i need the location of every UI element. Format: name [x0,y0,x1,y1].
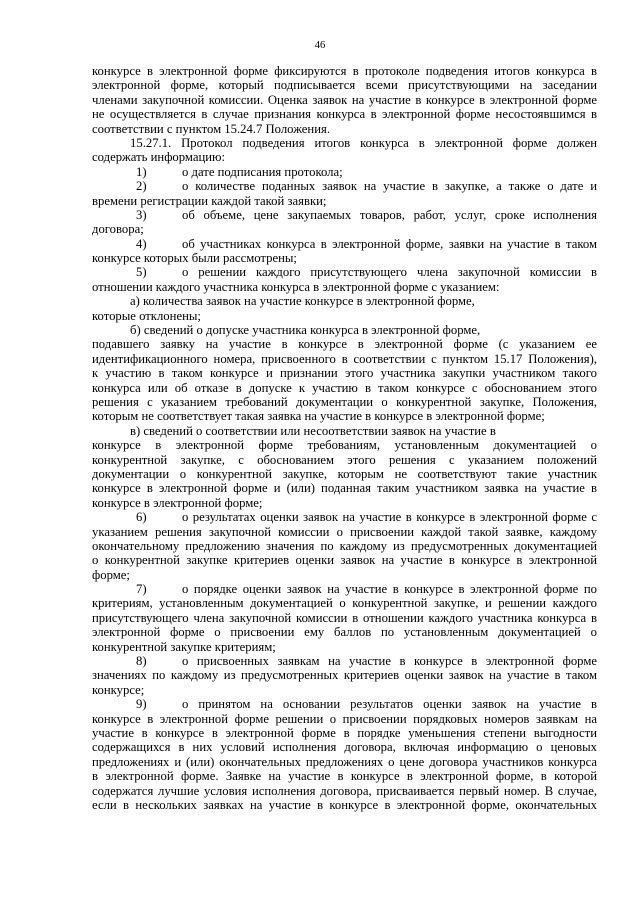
line-text: если в нескольких заявках на участие в конкурсе в электронной форме, окончательных [92,797,597,812]
line-text: в) сведений о соответствии или несоответствии заявок на участие в [130,423,496,438]
line-text: членами закупочной комиссии. Оценка заявок на участие в конкурсе в электронной форме [92,92,597,107]
list-item-number: 9) [136,697,147,712]
list-item-text: об участниках конкурса в электронной форме, заявки на участие в таком [182,236,597,251]
text-line [92,438,597,452]
line-text: содержащихся в них условий исполнения договора, включая информацию о ценовых [92,740,597,755]
line-text: конкурентной закупке, с обоснованием этого решения с указанием положений [92,452,597,467]
list-item-text: о решении каждого присутствующего члена закупочной комиссии в [182,265,597,280]
line-text: а) количества заявок на участие конкурсе в электронной форме, [130,294,475,309]
line-text: 15.27.1. Протокол подведения итогов конкурса в электронной форме должен [130,135,597,150]
line-text: указанием решения закупочной комиссии о присвоении каждой такой заявке, каждому [92,524,597,539]
line-text: конкурсе; [92,682,145,697]
line-text: которые отклонены; [92,308,201,323]
text-line [92,726,597,740]
text-line [92,136,597,150]
line-text: которым не соответствует такая заявка на участие в конкурсе в электронной форме; [92,409,545,424]
text-line [92,539,597,553]
line-text: договора; [92,222,144,237]
text-line [92,553,597,567]
text-line [92,769,597,783]
line-text: участие в конкурсе в электронной форме в порядке уменьшения степени выгодности [92,725,597,740]
line-text: критериям, установленным документацией о конкурентной закупке, и решении каждого [92,596,597,611]
text-line [92,784,597,798]
text-line [92,525,597,539]
line-text: присутствующего члена закупочной комиссии в отношении каждого участника конкурса в [92,610,597,625]
text-line [92,78,597,92]
line-text: о конкурентной закупке критериев оценки заявок на участие в конкурсе в электронной [92,553,597,568]
line-text: электронной форме, который подписывается всеми присутствующими на заседании [92,78,597,93]
list-item-text: о результатах оценки заявок на участие в конкурсе в электронной форме с [182,510,597,525]
line-text: форме; [92,567,130,582]
line-text: конкурсе в электронной форме и (или) поданная таким участником заявка на участие в [92,481,597,496]
text-line [92,582,597,596]
list-item-number: 8) [136,654,147,669]
text-line [92,496,597,510]
list-item-number: 2) [136,179,147,194]
text-line [92,740,597,754]
line-text: конкурентной закупке критериям; [92,639,276,654]
line-text: конкурса или об отказе в допуске к участию в таком конкурсе с обоснованием этого [92,380,597,395]
line-text: времени регистрации каждой такой заявки; [92,193,327,208]
line-text: идентификационного номера, присвоенного в соответствии с пунктом 15.17 Положения), [92,351,597,366]
list-item-text: о порядке оценки заявок на участие в конкурсе в электронной форме по [182,582,597,597]
text-line [92,611,597,625]
list-item-text: о дате подписания протокола; [182,164,343,179]
text-line [92,294,597,308]
line-text: содержать информацию: [92,150,226,165]
line-text: б) сведений о допуске участника конкурса в электронной форме, [130,323,481,338]
line-text: к участию в таком конкурсе и признании этого участника закупки участником такого [92,366,597,381]
text-line [92,424,597,438]
text-line [92,481,597,495]
text-line [92,337,597,351]
line-text: отношении каждого участника конкурса в электронной форме с указанием: [92,279,500,294]
line-text: решения с указанием требований документации о конкурентной закупке, Положения, [92,394,597,409]
page-number: 46 [314,40,326,51]
text-line [92,755,597,769]
text-line [92,668,597,682]
text-line [92,409,597,423]
text-line [92,381,597,395]
line-text: электронной форме о присвоении ему баллов по установленным документацией о [92,625,597,640]
text-line [92,467,597,481]
text-line [92,150,597,164]
text-line [92,222,597,236]
list-item-number: 1) [136,164,147,179]
list-item-text: об объеме, цене закупаемых товаров, работ, услуг, сроке исполнения [182,207,597,222]
text-line [92,395,597,409]
text-line [92,165,597,179]
text-line [92,596,597,610]
line-text: подавшего заявку на участие в конкурсе в электронной форме (с указанием ее [92,337,597,352]
line-text: конкурсе в электронной форме; [92,495,263,510]
text-line [92,280,597,294]
text-line [92,712,597,726]
text-line [92,194,597,208]
text-line [92,510,597,524]
line-text: предложениях и (или) окончательных предложениях о цене договора участников конкурса [92,754,597,769]
text-line [92,93,597,107]
line-text: соответствии с пунктом 15.24.7 Положения. [92,121,331,136]
line-text: окончательному предложению значения по каждому из предусмотренных документацией [92,538,597,553]
text-line [92,640,597,654]
text-line [92,625,597,639]
line-text: содержатся лучшие условия исполнения договора, присваивается первый номер. В случае, [92,783,597,798]
text-line [92,64,597,78]
list-item-number: 7) [136,582,147,597]
line-text: конкурсе в электронной форме требованиям, установленным документацией о [92,438,597,453]
text-line [92,107,597,121]
text-line [92,654,597,668]
list-item-text: о присвоенных заявкам на участие в конкурсе в электронной форме [182,654,597,669]
text-line [92,323,597,337]
list-item-number: 5) [136,265,147,280]
text-line [92,697,597,711]
text-line [92,683,597,697]
list-item-number: 3) [136,207,147,222]
line-text: конкурсе которых были рассмотрены; [92,251,297,266]
text-line [92,237,597,251]
text-line [92,122,597,136]
text-line [92,453,597,467]
text-line [92,251,597,265]
text-line [92,265,597,279]
text-line [92,798,597,812]
document-body [92,64,597,812]
text-line [92,309,597,323]
list-item-number: 4) [136,236,147,251]
text-line [92,352,597,366]
text-line [92,208,597,222]
line-text: конкурсе в электронной форме фиксируются в протоколе подведения итогов конкурса в [92,64,597,78]
text-line [92,568,597,582]
list-item-text: о принятом на основании результатов оценки заявок на участие в [182,697,597,712]
text-line [92,179,597,193]
list-item-number: 6) [136,510,147,525]
text-line [92,366,597,380]
line-text: в электронной форме. Заявке на участие в конкурсе в электронной форме, в которой [92,769,597,784]
list-item-text: о количестве поданных заявок на участие в закупке, а также о дате и [182,179,597,194]
line-text: документации о конкурентной закупке, которым не соответствуют такие участник [92,466,597,481]
line-text: конкурсе в электронной форме решении о присвоении порядковых номеров заявкам на [92,711,597,726]
line-text: значениях по каждому из предусмотренных критериев оценки заявок на участие в таком [92,668,597,683]
line-text: не осуществляется в случае признания конкурса в электронной форме несостоявшимся в [92,107,597,122]
